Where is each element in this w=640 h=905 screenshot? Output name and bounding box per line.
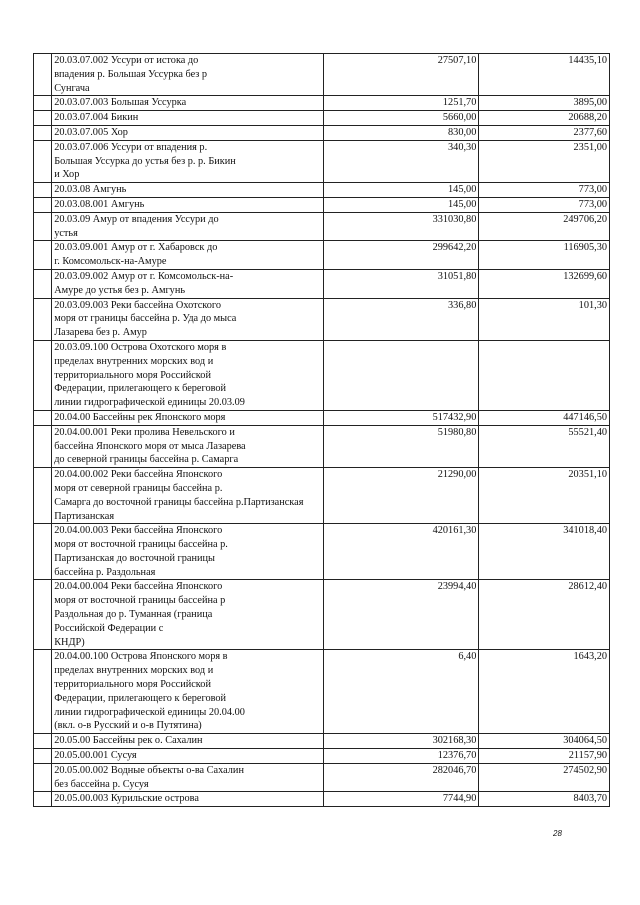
- basin-name-cell: [52, 410, 324, 425]
- basin-name-line: устья: [54, 227, 78, 239]
- basin-name-line: территориального моря Российской: [54, 679, 211, 691]
- basin-name-line: 20.03.08 Амгунь: [54, 184, 127, 196]
- table-row: [34, 183, 610, 198]
- basin-name-line: Раздольная до р. Туманная (граница: [54, 609, 213, 621]
- value-cell-1: 23994,40: [324, 580, 479, 650]
- row-margin-cell: [34, 425, 52, 467]
- value-cell-1: 302168,30: [324, 734, 479, 749]
- table-row: [34, 125, 610, 140]
- table-row: [34, 580, 610, 650]
- basin-name-cell: [52, 734, 324, 749]
- basin-name-line: Партизанская: [54, 510, 115, 522]
- basin-name-line: моря от восточной границы бассейна р: [54, 595, 226, 607]
- value-cell-2: 2351,00: [479, 140, 610, 182]
- basin-name-line: бассейна Японского моря от мыса Лазарева: [54, 440, 246, 452]
- value-cell-2: 21157,90: [479, 749, 610, 764]
- value-cell-2: 274502,90: [479, 763, 610, 792]
- row-margin-cell: [34, 125, 52, 140]
- value-cell-2: 1643,20: [479, 650, 610, 734]
- value-cell-2: 773,00: [479, 197, 610, 212]
- basin-name-line: 20.03.07.003 Большая Уссурка: [54, 97, 187, 109]
- table-row: [34, 298, 610, 340]
- basin-name-line: Федерации, прилегающего к береговой: [54, 383, 227, 395]
- table-row: [34, 340, 610, 410]
- table-row: [34, 212, 610, 241]
- value-cell-1: 830,00: [324, 125, 479, 140]
- basin-name-line: впадения р. Большая Уссурка без р: [54, 68, 208, 80]
- basin-name-line: г. Комсомольск-на-Амуре: [54, 256, 167, 268]
- value-cell-2: 8403,70: [479, 792, 610, 807]
- basin-name-line: линии гидрографической единицы 20.04.00: [54, 706, 245, 718]
- basin-name-cell: [52, 749, 324, 764]
- basin-name-cell: [52, 425, 324, 467]
- table-row: [34, 425, 610, 467]
- table-row: [34, 96, 610, 111]
- basin-name-line: 20.05.00 Бассейны рек о. Сахалин: [54, 735, 203, 747]
- water-resources-table: [33, 53, 610, 807]
- basin-name-line: линии гидрографической единицы 20.03.09: [54, 397, 245, 409]
- value-cell-2: 341018,40: [479, 524, 610, 580]
- table-row: [34, 524, 610, 580]
- basin-name-line: 20.05.00.001 Сусуя: [54, 750, 137, 762]
- basin-name-line: 20.05.00.002 Водные объекты о-ва Сахалин: [54, 764, 244, 776]
- value-cell-2: 2377,60: [479, 125, 610, 140]
- row-margin-cell: [34, 298, 52, 340]
- value-cell-2: 20351,10: [479, 468, 610, 524]
- basin-name-cell: [52, 650, 324, 734]
- row-margin-cell: [34, 340, 52, 410]
- basin-name-line: территориального моря Российской: [54, 369, 211, 381]
- value-cell-1: 336,80: [324, 298, 479, 340]
- basin-name-line: пределах внутренних морских вод и: [54, 355, 214, 367]
- row-margin-cell: [34, 269, 52, 298]
- basin-name-line: бассейна р. Раздольная: [54, 566, 156, 578]
- row-margin-cell: [34, 183, 52, 198]
- basin-name-line: Партизанская до восточной границы: [54, 552, 215, 564]
- value-cell-2: 773,00: [479, 183, 610, 198]
- basin-name-cell: [52, 269, 324, 298]
- value-cell-1: 340,30: [324, 140, 479, 182]
- basin-name-cell: [52, 340, 324, 410]
- page-number: 28: [553, 829, 562, 838]
- row-margin-cell: [34, 96, 52, 111]
- basin-name-line: Амуре до устья без р. Амгунь: [54, 284, 186, 296]
- row-margin-cell: [34, 749, 52, 764]
- basin-name-cell: [52, 792, 324, 807]
- basin-name-line: Федерации, прилегающего к береговой: [54, 692, 227, 704]
- basin-name-line: 20.03.09.001 Амур от г. Хабаровск до: [54, 242, 218, 254]
- basin-name-cell: [52, 125, 324, 140]
- basin-name-line: Лазарева без р. Амур: [54, 327, 147, 339]
- basin-name-line: 20.03.09.003 Реки бассейна Охотского: [54, 299, 222, 311]
- row-margin-cell: [34, 650, 52, 734]
- value-cell-1: 7744,90: [324, 792, 479, 807]
- basin-name-cell: [52, 111, 324, 126]
- table-row: [34, 111, 610, 126]
- value-cell-2: 116905,30: [479, 241, 610, 270]
- table-row: [34, 763, 610, 792]
- basin-name-line: моря от границы бассейна р. Уда до мыса: [54, 313, 237, 325]
- value-cell-2: 14435,10: [479, 54, 610, 96]
- value-cell-1: 1251,70: [324, 96, 479, 111]
- table-row: [34, 140, 610, 182]
- value-cell-1: 6,40: [324, 650, 479, 734]
- table-row: [34, 468, 610, 524]
- row-margin-cell: [34, 468, 52, 524]
- row-margin-cell: [34, 580, 52, 650]
- value-cell-2: 304064,50: [479, 734, 610, 749]
- value-cell-1: 21290,00: [324, 468, 479, 524]
- row-margin-cell: [34, 212, 52, 241]
- table-row: [34, 54, 610, 96]
- basin-name-line: Самарга до восточной границы бассейна р.Партизанская: [54, 496, 304, 508]
- value-cell-1: 145,00: [324, 197, 479, 212]
- basin-name-cell: [52, 197, 324, 212]
- table-row: [34, 410, 610, 425]
- table-row: [34, 650, 610, 734]
- row-margin-cell: [34, 763, 52, 792]
- basin-name-line: до северной границы бассейна р. Самарга: [54, 454, 239, 466]
- value-cell-2: 55521,40: [479, 425, 610, 467]
- basin-name-line: 20.03.09.100 Острова Охотского моря в: [54, 341, 227, 353]
- basin-name-line: Российской Федерации с: [54, 622, 164, 634]
- basin-name-line: 20.04.00.004 Реки бассейна Японского: [54, 581, 223, 593]
- value-cell-1: 299642,20: [324, 241, 479, 270]
- row-margin-cell: [34, 241, 52, 270]
- row-margin-cell: [34, 54, 52, 96]
- row-margin-cell: [34, 792, 52, 807]
- basin-name-line: 20.05.00.003 Курильские острова: [54, 793, 199, 805]
- basin-name-cell: [52, 212, 324, 241]
- basin-name-cell: [52, 524, 324, 580]
- basin-name-line: пределах внутренних морских вод и: [54, 665, 214, 677]
- value-cell-1: 5660,00: [324, 111, 479, 126]
- basin-name-line: и Хор: [54, 169, 80, 181]
- value-cell-2: [479, 340, 610, 410]
- basin-name-cell: [52, 298, 324, 340]
- value-cell-2: 132699,60: [479, 269, 610, 298]
- value-cell-2: 28612,40: [479, 580, 610, 650]
- table-row: [34, 197, 610, 212]
- value-cell-1: 12376,70: [324, 749, 479, 764]
- basin-name-line: моря от северной границы бассейна р.: [54, 482, 223, 494]
- value-cell-1: 27507,10: [324, 54, 479, 96]
- value-cell-2: 101,30: [479, 298, 610, 340]
- value-cell-1: [324, 340, 479, 410]
- basin-name-cell: [52, 580, 324, 650]
- basin-name-line: КНДР): [54, 636, 85, 648]
- row-margin-cell: [34, 140, 52, 182]
- value-cell-1: 420161,30: [324, 524, 479, 580]
- value-cell-2: 3895,00: [479, 96, 610, 111]
- value-cell-2: 447146,50: [479, 410, 610, 425]
- value-cell-1: 517432,90: [324, 410, 479, 425]
- basin-name-line: без бассейна р. Сусуя: [54, 778, 149, 790]
- basin-name-line: 20.04.00.100 Острова Японского моря в: [54, 651, 228, 663]
- table-row: [34, 241, 610, 270]
- basin-name-cell: [52, 183, 324, 198]
- table-body: [34, 54, 610, 807]
- basin-name-line: 20.03.07.004 Бикин: [54, 112, 139, 124]
- value-cell-1: 331030,80: [324, 212, 479, 241]
- basin-name-line: 20.03.07.002 Уссури от истока до: [54, 55, 199, 66]
- basin-name-line: моря от восточной границы бассейна р.: [54, 539, 228, 551]
- basin-name-line: (вкл. о-в Русский и о-в Путятина): [54, 720, 202, 732]
- basin-name-line: 20.03.08.001 Амгунь: [54, 198, 145, 210]
- value-cell-1: 51980,80: [324, 425, 479, 467]
- basin-name-line: Большая Уссурка до устья без р. р. Бикин: [54, 155, 236, 167]
- basin-name-cell: [52, 96, 324, 111]
- row-margin-cell: [34, 410, 52, 425]
- basin-name-cell: [52, 468, 324, 524]
- basin-name-cell: [52, 140, 324, 182]
- basin-name-line: 20.03.07.006 Уссури от впадения р.: [54, 141, 208, 153]
- basin-name-line: 20.04.00.001 Реки пролива Невельского и: [54, 426, 235, 438]
- value-cell-1: 31051,80: [324, 269, 479, 298]
- basin-name-line: 20.04.00.003 Реки бассейна Японского: [54, 525, 223, 537]
- row-margin-cell: [34, 197, 52, 212]
- value-cell-1: 282046,70: [324, 763, 479, 792]
- value-cell-2: 20688,20: [479, 111, 610, 126]
- row-margin-cell: [34, 111, 52, 126]
- value-cell-1: 145,00: [324, 183, 479, 198]
- row-margin-cell: [34, 734, 52, 749]
- basin-name-line: 20.04.00.002 Реки бассейна Японского: [54, 469, 223, 481]
- basin-name-line: 20.03.07.005 Хор: [54, 126, 128, 138]
- basin-name-line: Сунгача: [54, 82, 90, 94]
- table-row: [34, 749, 610, 764]
- table-row: [34, 269, 610, 298]
- table-row: [34, 792, 610, 807]
- table-row: [34, 734, 610, 749]
- value-cell-2: 249706,20: [479, 212, 610, 241]
- basin-name-line: 20.03.09 Амур от впадения Уссури до: [54, 213, 219, 225]
- basin-name-line: 20.04.00 Бассейны рек Японского моря: [54, 411, 226, 423]
- basin-name-line: 20.03.09.002 Амур от г. Комсомольск-на-: [54, 270, 234, 282]
- row-margin-cell: [34, 524, 52, 580]
- basin-name-cell: [52, 54, 324, 96]
- basin-name-cell: [52, 241, 324, 270]
- basin-name-cell: [52, 763, 324, 792]
